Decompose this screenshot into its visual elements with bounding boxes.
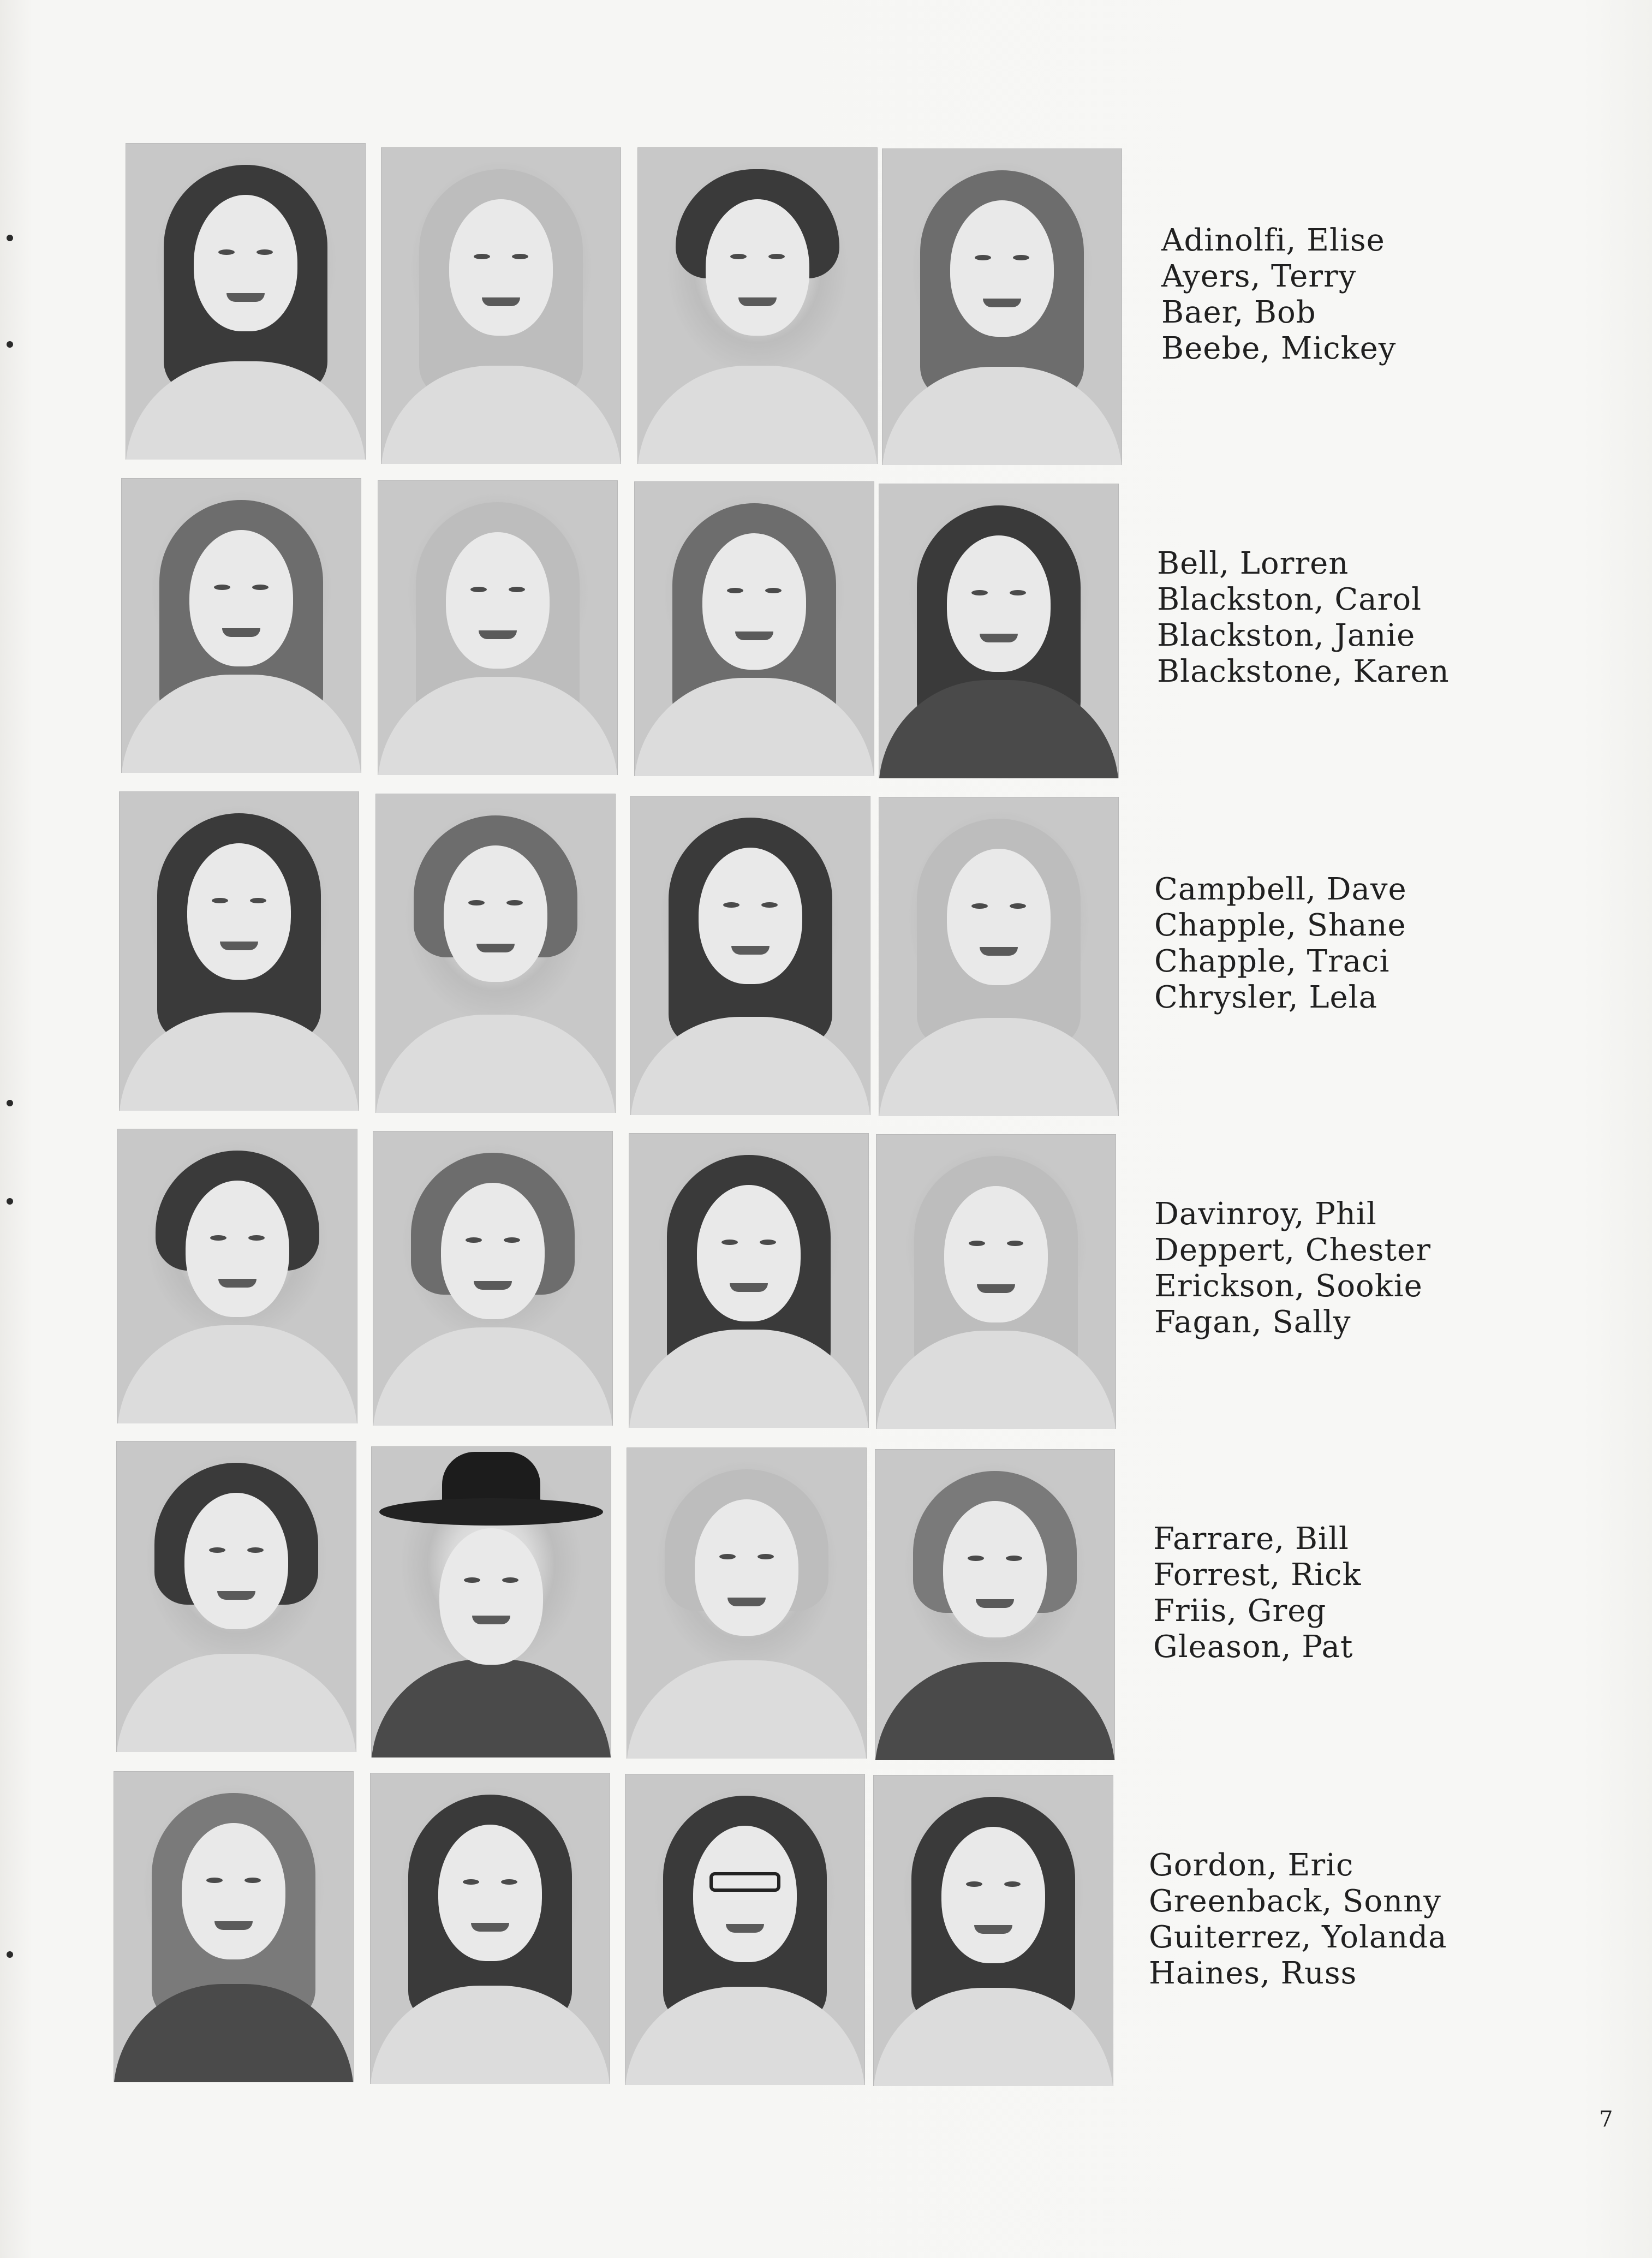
student-name: Forrest, Rick xyxy=(1153,1557,1362,1593)
student-name: Haines, Russ xyxy=(1149,1956,1357,1991)
eyeglasses-icon xyxy=(709,1872,780,1892)
student-name: Blackston, Janie xyxy=(1157,618,1416,653)
binding-hole xyxy=(7,341,13,348)
student-name: Gordon, Eric xyxy=(1149,1848,1354,1883)
student-name: Deppert, Chester xyxy=(1154,1232,1431,1268)
student-name: Guiterrez, Yolanda xyxy=(1149,1920,1447,1955)
student-name: Chapple, Shane xyxy=(1154,908,1406,943)
student-photo xyxy=(627,1447,867,1759)
name-list xyxy=(1154,872,1407,1016)
student-photo xyxy=(873,1775,1113,2086)
page-number: 7 xyxy=(1599,2107,1613,2132)
student-photo xyxy=(375,794,616,1113)
student-photo xyxy=(116,1441,356,1752)
student-name: Adinolfi, Elise xyxy=(1161,223,1385,258)
student-photo xyxy=(373,1131,613,1426)
student-name: Beebe, Mickey xyxy=(1161,331,1397,366)
student-photo xyxy=(378,480,618,775)
student-name: Chrysler, Lela xyxy=(1154,980,1377,1015)
student-photo xyxy=(879,484,1119,778)
student-name: Ayers, Terry xyxy=(1161,259,1357,294)
student-name: Baer, Bob xyxy=(1161,295,1316,330)
student-photo xyxy=(629,1133,869,1428)
student-photo xyxy=(117,1129,357,1423)
binding-hole xyxy=(7,235,13,241)
student-photo xyxy=(879,797,1119,1116)
student-photo xyxy=(381,147,621,464)
student-name: Campbell, Dave xyxy=(1154,872,1407,907)
student-name: Bell, Lorren xyxy=(1157,546,1349,581)
student-photo xyxy=(634,481,874,776)
name-list xyxy=(1149,1848,1447,1992)
student-photo xyxy=(876,1134,1116,1429)
student-photo xyxy=(625,1774,865,2085)
student-name: Blackstone, Karen xyxy=(1157,654,1450,689)
binding-hole xyxy=(7,1951,13,1958)
student-photo xyxy=(875,1449,1115,1760)
student-name: Friis, Greg xyxy=(1153,1593,1327,1629)
student-photo xyxy=(119,791,359,1111)
student-photo xyxy=(126,143,366,460)
student-photo xyxy=(371,1446,611,1757)
student-name: Gleason, Pat xyxy=(1153,1629,1353,1665)
name-list xyxy=(1154,1196,1431,1340)
student-name: Farrare, Bill xyxy=(1153,1521,1349,1557)
student-photo xyxy=(630,796,870,1115)
name-list xyxy=(1157,546,1450,690)
student-photo xyxy=(637,147,878,464)
student-photo xyxy=(370,1773,610,2084)
student-name: Erickson, Sookie xyxy=(1154,1268,1423,1304)
student-photo xyxy=(114,1771,354,2082)
student-name: Chapple, Traci xyxy=(1154,944,1390,979)
name-list xyxy=(1153,1521,1361,1665)
binding-hole xyxy=(7,1100,13,1106)
binding-hole xyxy=(7,1198,13,1205)
student-name: Davinroy, Phil xyxy=(1154,1196,1377,1232)
student-name: Greenback, Sonny xyxy=(1149,1884,1441,1919)
student-name: Fagan, Sally xyxy=(1154,1304,1351,1340)
student-photo xyxy=(882,148,1122,465)
student-name: Blackston, Carol xyxy=(1157,582,1422,617)
student-photo xyxy=(121,478,361,773)
name-list xyxy=(1161,223,1396,367)
